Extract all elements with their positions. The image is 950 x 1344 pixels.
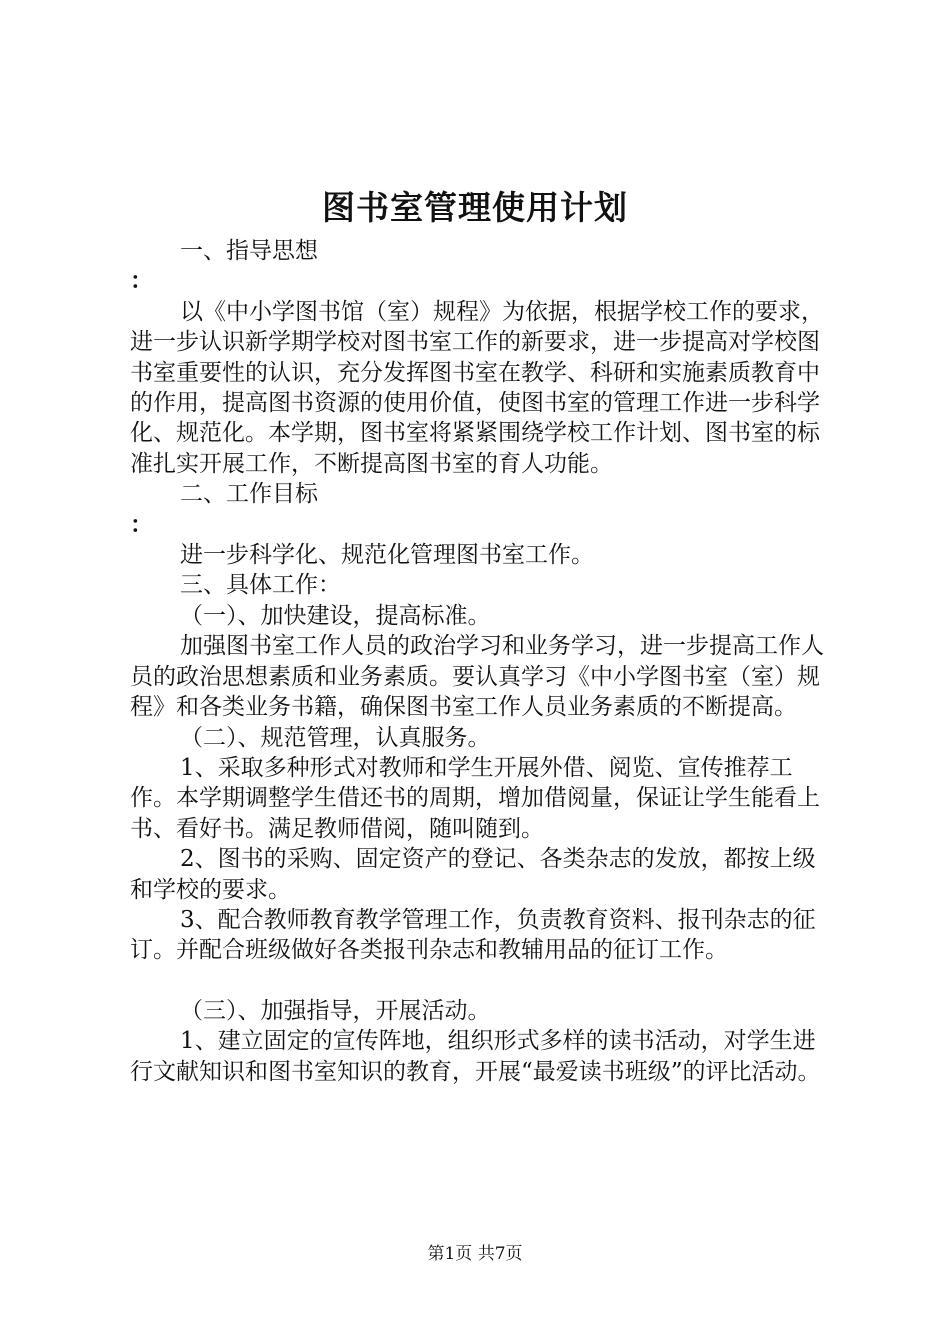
page-number-footer: 第1页 共7页 — [427, 1244, 523, 1264]
subsection-heading-1: （一）、加快建设，提高标准。 — [180, 602, 491, 629]
section-heading-work-goals: 二、工作目标 — [180, 481, 318, 508]
list-item-2-3: 3、配合教师教育教学管理工作，负责教育资料、报刊杂志的征订。并配合班级做好各类报刊杂志和教辅用品的征订工作。 — [130, 906, 816, 964]
subsection-heading-3: （三）、加强指导，开展活动。 — [180, 997, 491, 1024]
paragraph-subsection-1: 加强图书室工作人员的政治学习和业务学习，进一步提高工作人员的政治思想素质和业务素质。要认真学习《中小学图书室（室）规程》和各类业务书籍，确保图书室工作人员业务素质的不断提高。 — [130, 633, 824, 721]
list-item-3-1: 1、建立固定的宣传阵地，组织形式多样的读书活动，对学生进行文献知识和图书室知识的教育，开展“最爱读书班级”的评比活动。 — [130, 1028, 821, 1085]
colon-line: ： — [130, 510, 153, 538]
list-item-2-1: 1、采取多种形式对教师和学生开展外借、阅览、宣传推荐工作。本学期调整学生借还书的周期，增加借阅量，保证让学生能看上书、看好书。满足教师借阅，随叫随到。 — [130, 754, 820, 842]
paragraph-work-goals: 进一步科学化、规范化管理图书室工作。 — [180, 542, 594, 569]
section-heading-guiding-ideology: 一、指导思想 — [180, 238, 318, 264]
document-title: 图书室管理使用计划 — [322, 188, 628, 227]
list-item-2-2: 2、图书的采购、固定资产的登记、各类杂志的发放，都按上级和学校的要求。 — [130, 846, 816, 903]
paragraph-gap — [130, 966, 835, 996]
colon-line: ： — [130, 267, 153, 295]
section-heading-specific-work: 三、具体工作： — [180, 572, 341, 599]
document-body — [130, 236, 835, 1087]
paragraph-guiding-ideology: 以《中小学图书馆（室）规程》为依据，根据学校工作的要求，进一步认识新学期学校对图书室工作的新要求，进一步提高对学校图书室重要性的认识，充分发挥图书室在教学、科研和实施素质教育中的作用，提高图书资源的使用价值，使图书室的管理工作进一步科学化、规范化。本学期，图书室将紧紧围绕学校工作计划、图书室的标准扎实开展工作，不断提高图书室的育人功能。 — [130, 298, 824, 477]
subsection-heading-2: （二）、规范管理，认真服务。 — [180, 724, 491, 751]
